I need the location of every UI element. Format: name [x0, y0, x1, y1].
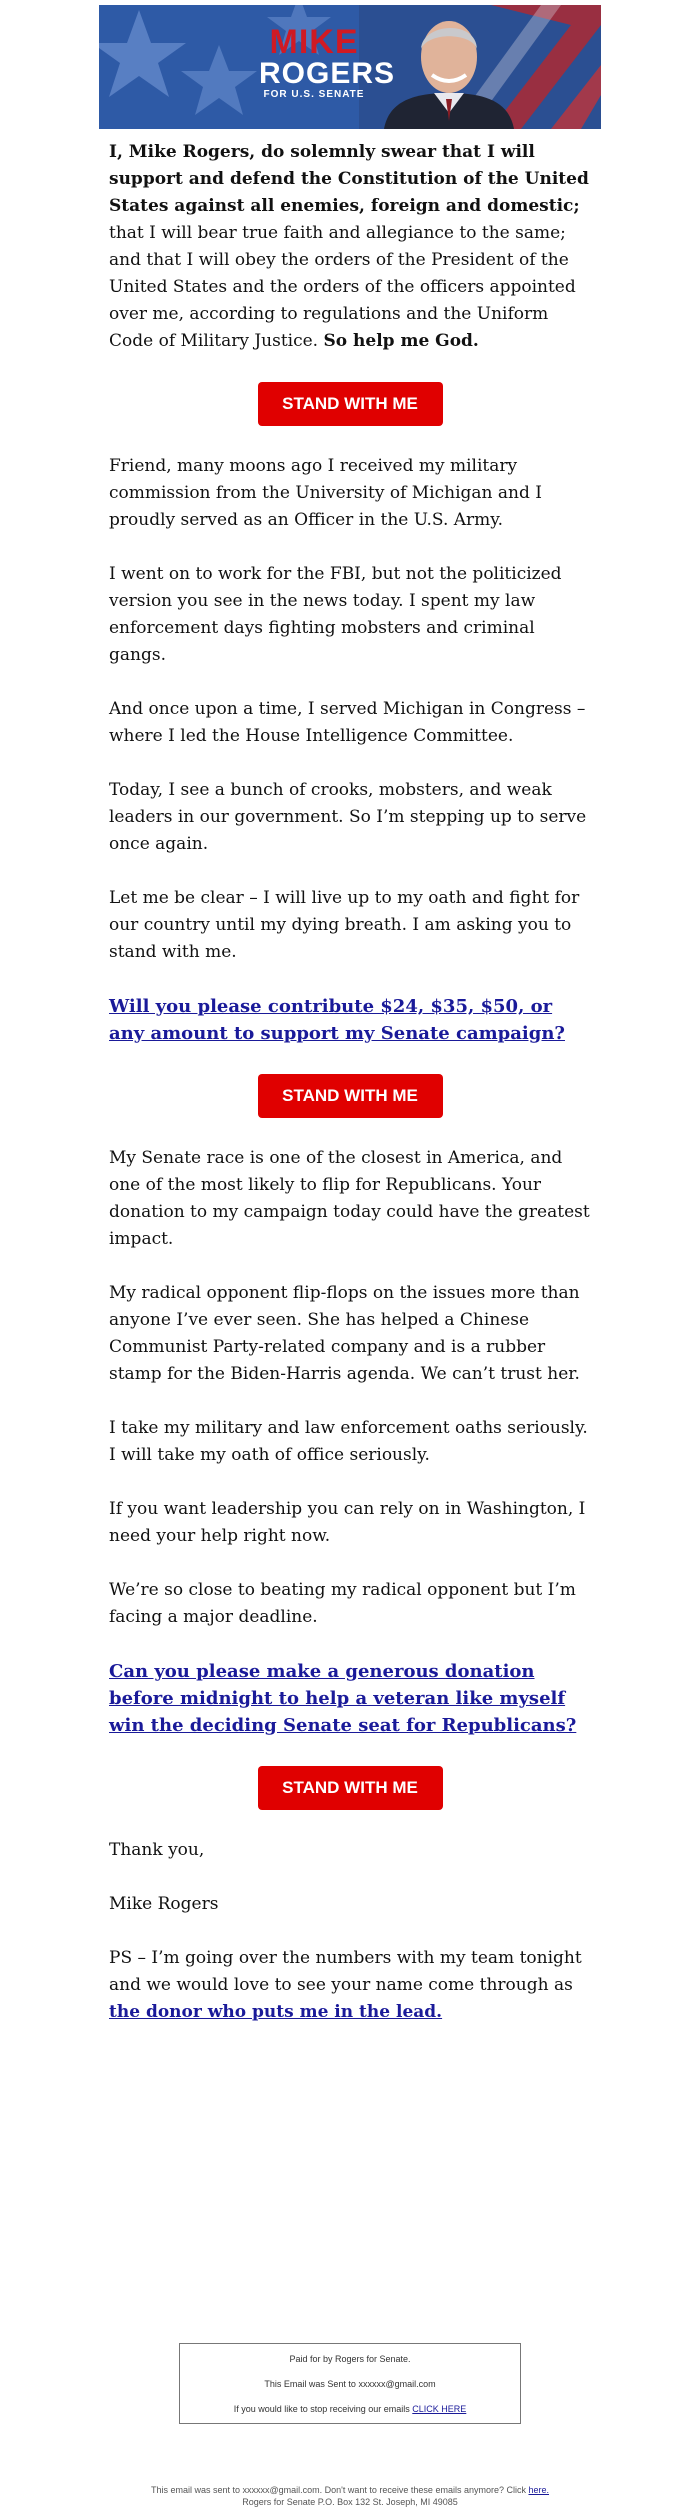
ps-donor-link[interactable]: the donor who puts me in the lead. [109, 2002, 443, 2022]
body-paragraph: Friend, many moons ago I received my military commission from the University of Michigan and I proudly served as an Officer in the U.S. Army. [109, 456, 542, 530]
body-paragraph: Today, I see a bunch of crooks, mobsters, and weak leaders in our government. So I’m stepping up to serve once again. [109, 780, 587, 854]
campaign-logo [259, 23, 396, 100]
oath-regular: that I will bear true faith and allegiance to the same; and that I will obey the orders of the President of the United States and the orders of the officers appointed over me, according to regulations and the Uniform Code of Military Justice. [109, 223, 576, 351]
email-container [99, 0, 601, 2508]
ps-text: PS – I’m going over the numbers with my team tonight and we would love to see your name come through as [109, 1948, 582, 1995]
bottom-footer [99, 2484, 601, 2508]
body-paragraph: And once upon a time, I served Michigan in Congress – where I led the House Intelligence Committee. [109, 699, 586, 746]
button-wrap [109, 1074, 591, 1118]
logo-first-name: MIKE [269, 23, 359, 61]
body-paragraph: My Senate race is one of the closest in America, and one of the most likely to flip for Republicans. Your donation to my campaign today could have the greatest impact. [109, 1148, 590, 1249]
body-paragraph: We’re so close to beating my radical opponent but I’m facing a major deadline. [109, 1580, 576, 1627]
email-body [99, 139, 601, 2026]
body-paragraph: If you want leadership you can rely on in Washington, I need your help right now. [109, 1499, 586, 1546]
ask-paragraph [109, 993, 591, 1047]
paid-for-text: Paid for by Rogers for Senate. [289, 2354, 411, 2364]
button-wrap [109, 382, 591, 426]
button-wrap [109, 1766, 591, 1810]
footer-box [179, 2343, 521, 2424]
stand-with-me-button[interactable]: STAND WITH ME [258, 382, 443, 426]
bottom-line-1 [99, 2484, 601, 2496]
logo-last-name: ROGERS [259, 57, 396, 90]
signature-name: Mike Rogers [109, 1894, 219, 1914]
oath-bold: I, Mike Rogers, do solemnly swear that I will support and defend the Constitution of the United States against all enemies, foreign and domestic; [109, 142, 589, 216]
contribute-link[interactable]: Will you please contribute $24, $35, $50, or any amount to support my Senate campaign? [109, 996, 565, 1044]
thanks-text: Thank you, [109, 1840, 205, 1860]
body-paragraph: I went on to work for the FBI, but not the politicized version you see in the news today. I spent my law enforcement days fighting mobsters and criminal gangs. [109, 564, 562, 665]
stand-with-me-button[interactable]: STAND WITH ME [258, 1074, 443, 1118]
mailing-address: Rogers for Senate P.O. Box 132 St. Joseph, MI 49085 [242, 2497, 458, 2507]
candidate-portrait-icon [374, 9, 524, 129]
body-paragraph: Let me be clear – I will live up to my oath and fight for our country until my dying breath. I am asking you to stand with me. [109, 888, 580, 962]
stand-with-me-button[interactable]: STAND WITH ME [258, 1766, 443, 1810]
body-paragraph: My radical opponent flip-flops on the issues more than anyone I’ve ever seen. She has helped a Chinese Communist Party-related company and is a rubber stamp for the Biden-Harris agenda. We can’t trust her. [109, 1283, 580, 1384]
unsubscribe-text: If you would like to stop receiving our emails [233, 2404, 413, 2414]
body-paragraph: I take my military and law enforcement oaths seriously. I will take my oath of office seriously. [109, 1418, 588, 1465]
oath-paragraph [109, 139, 591, 355]
logo-subtitle: FOR U.S. SENATE [263, 89, 365, 100]
donation-link[interactable]: Can you please make a generous donation before midnight to help a veteran like myself win the deciding Senate seat for Republicans? [109, 1661, 577, 1736]
bottom-unsubscribe-link[interactable]: here. [528, 2485, 549, 2495]
bottom-sent-text: This email was sent to xxxxxx@gmail.com. Don't want to receive these emails anymore? Click [150, 2485, 529, 2495]
ps-paragraph [109, 1945, 591, 2026]
ask-paragraph [109, 1658, 591, 1739]
header-banner [99, 5, 601, 129]
unsubscribe-link[interactable]: CLICK HERE [412, 2404, 467, 2414]
sent-to-text: This Email was Sent to xxxxxx@gmail.com [264, 2379, 436, 2389]
oath-closing: So help me God. [323, 331, 479, 351]
spacer [99, 2424, 601, 2484]
spacer [99, 2053, 601, 2343]
unsubscribe-line [200, 2404, 500, 2415]
